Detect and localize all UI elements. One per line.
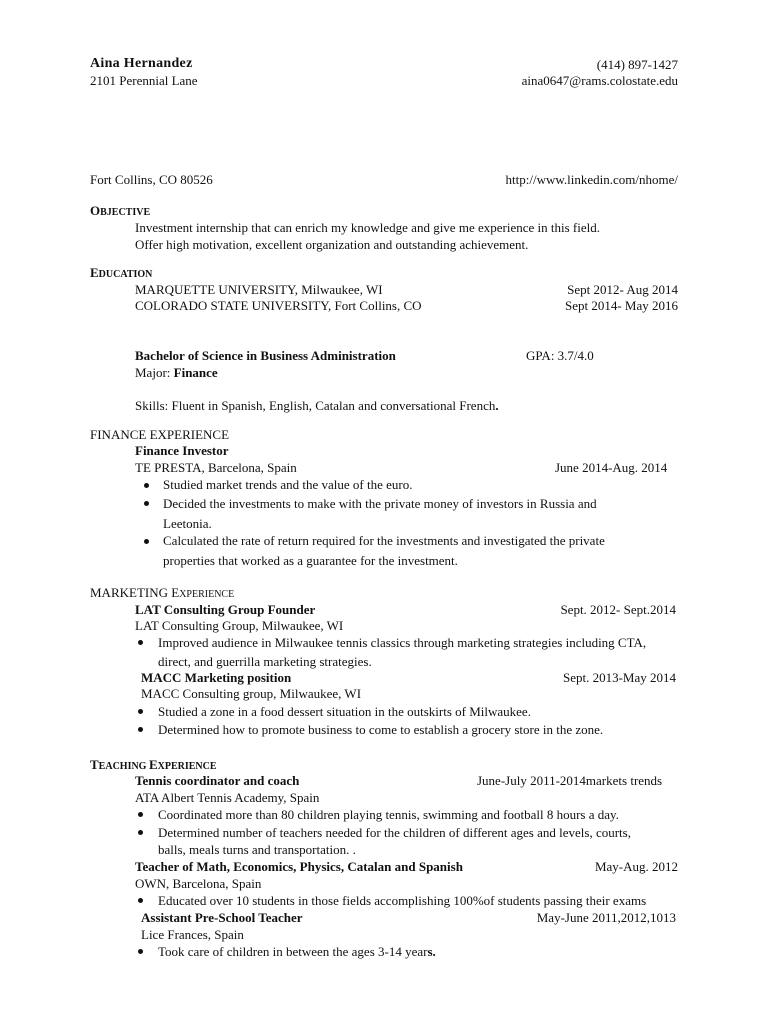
job-title: LAT Consulting Group Founder (135, 602, 316, 617)
bullet-text-continued: properties that worked as a guarantee for the investment. (163, 553, 458, 568)
job-dates: Sept. 2013-May 2014 (562, 670, 676, 685)
objective-heading: OBJECTIVE (90, 203, 151, 218)
job-company: LAT Consulting Group, Milwaukee, WI (135, 618, 344, 633)
bullet-text: Coordinated more than 80 children playing tennis, swimming and football 8 hours a day. (158, 807, 619, 822)
job-dates: May-Aug. 2012 (594, 859, 678, 874)
bullet-text: Studied a zone in a food dessert situation in the outskirts of Milwaukee. (158, 704, 531, 719)
objective-line-2: Offer high motivation, excellent organization and outstanding achievement. (135, 237, 529, 252)
bullet-text-continued: direct, and guerrilla marketing strategies. (158, 654, 372, 669)
bullet-text: Studied market trends and the value of the euro. (163, 477, 413, 492)
school-dates: Sept 2012- Aug 2014 (567, 282, 678, 297)
job-dates: June 2014-Aug. 2014 (555, 460, 668, 475)
bullet-icon (138, 898, 143, 903)
school-name: MARQUETTE UNIVERSITY, Milwaukee, WI (135, 282, 383, 297)
teaching-heading: TEACHING EXPERIENCE (90, 757, 217, 772)
objective-line-1: Investment internship that can enrich my knowledge and give me experience in this field. (135, 220, 600, 235)
degree-title: Bachelor of Science in Business Administration (135, 348, 396, 363)
finance-heading: FINANCE EXPERIENCE (90, 427, 230, 442)
job-company: ATA Albert Tennis Academy, Spain (135, 790, 320, 805)
bullet-text: Calculated the rate of return required for the investments and investigated the private (163, 533, 605, 548)
bullet-text-continued: balls, meals turns and transportation. . (158, 842, 356, 857)
job-title: Teacher of Math, Economics, Physics, Catalan and Spanish (135, 859, 463, 874)
linkedin-url: http://www.linkedin.com/nhome/ (505, 172, 678, 187)
job-dates: May-June 2011,2012,1013 (536, 910, 676, 925)
marketing-heading: MARKETING EXPERIENCE (90, 585, 235, 600)
bullet-text: Took care of children in between the ages 3-14 years. (158, 944, 436, 959)
job-dates: Sept. 2012- Sept.2014 (560, 602, 676, 617)
bullet-text: Decided the investments to make with the private money of investors in Russia and (163, 496, 597, 511)
address-line-2: Fort Collins, CO 80526 (90, 172, 213, 187)
phone-number: (414) 897-1427 (596, 57, 678, 72)
job-company: Lice Frances, Spain (141, 927, 244, 942)
bullet-text: Determined number of teachers needed for the children of different ages and levels, courts, (158, 825, 631, 840)
bullet-text: Determined how to promote business to come to establish a grocery store in the zone. (158, 722, 604, 737)
job-company: MACC Consulting group, Milwaukee, WI (141, 686, 362, 701)
job-dates: June-July 2011-2014markets trends (477, 773, 663, 788)
bullet-icon (138, 830, 143, 835)
job-title: Finance Investor (135, 443, 229, 458)
bullet-text-continued: Leetonia. (163, 516, 212, 531)
applicant-name: Aina Hernandez (90, 56, 193, 71)
major: Major: Finance (135, 365, 218, 380)
bullet-icon (144, 539, 149, 544)
bullet-icon (138, 709, 143, 714)
bullet-icon (138, 640, 143, 645)
school-name: COLORADO STATE UNIVERSITY, Fort Collins, CO (135, 298, 422, 313)
bullet-icon (144, 501, 149, 506)
gpa: GPA: 3.7/4.0 (526, 348, 594, 363)
job-company: OWN, Barcelona, Spain (135, 876, 262, 891)
bullet-icon (144, 483, 149, 488)
address-line-1: 2101 Perennial Lane (90, 73, 198, 88)
bullet-icon (138, 949, 143, 954)
job-company: TE PRESTA, Barcelona, Spain (135, 460, 297, 475)
bullet-text: Educated over 10 students in those fields accomplishing 100%of students passing their exams (158, 893, 647, 908)
job-title: Tennis coordinator and coach (135, 773, 300, 788)
school-dates: Sept 2014- May 2016 (564, 298, 678, 313)
email-address: aina0647@rams.colostate.edu (521, 73, 678, 88)
bullet-text: Improved audience in Milwaukee tennis classics through marketing strategies including CTA, (158, 635, 647, 650)
education-heading: EDUCATION (90, 265, 153, 280)
skills-line: Skills: Fluent in Spanish, English, Catalan and conversational French. (135, 398, 499, 413)
job-title: Assistant Pre-School Teacher (141, 910, 303, 925)
bullet-icon (138, 812, 143, 817)
job-title: MACC Marketing position (141, 670, 292, 685)
bullet-icon (138, 727, 143, 732)
